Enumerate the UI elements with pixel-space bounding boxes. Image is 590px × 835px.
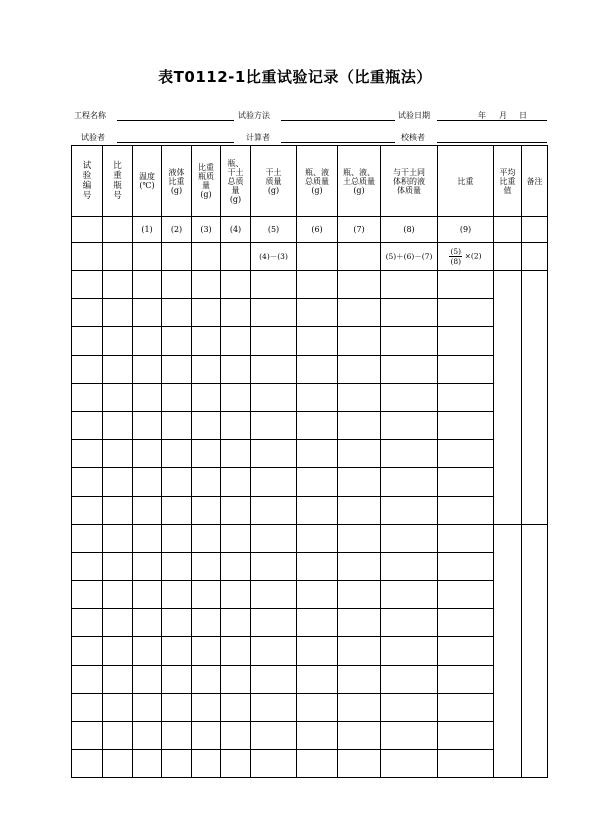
- table-cell[interactable]: [438, 355, 494, 383]
- project-name-label: 工程名称: [74, 111, 106, 120]
- table-cell[interactable]: [438, 411, 494, 439]
- formula-equal-volume-liquid-mass: (5)＋(6)－(7): [381, 243, 438, 271]
- table-cell[interactable]: [162, 581, 192, 609]
- table-cell[interactable]: [103, 524, 133, 552]
- table-cell[interactable]: [103, 750, 133, 778]
- table-cell[interactable]: [494, 271, 522, 525]
- table-cell[interactable]: [221, 411, 251, 439]
- table-cell[interactable]: [338, 722, 381, 750]
- table-cell[interactable]: [494, 524, 522, 778]
- table-cell[interactable]: [162, 299, 192, 327]
- table-cell[interactable]: [72, 581, 103, 609]
- col-header-bottle-liquid-mass: 瓶、液 总质量 (g): [297, 146, 338, 217]
- table-cell[interactable]: [297, 271, 338, 299]
- table-cell[interactable]: [251, 665, 297, 693]
- table-cell[interactable]: [162, 524, 192, 552]
- table-row: [72, 271, 548, 299]
- test-method-label: 试验方法: [238, 111, 270, 120]
- table-cell[interactable]: [72, 552, 103, 580]
- table-cell[interactable]: [381, 383, 438, 411]
- table-cell[interactable]: [133, 299, 162, 327]
- checker-label: 校核者: [401, 133, 425, 142]
- table-cell[interactable]: [251, 468, 297, 496]
- table-cell[interactable]: [338, 665, 381, 693]
- table-cell[interactable]: [251, 440, 297, 468]
- table-cell[interactable]: [72, 665, 103, 693]
- table-cell[interactable]: [162, 411, 192, 439]
- table-cell[interactable]: [133, 411, 162, 439]
- table-cell[interactable]: [192, 383, 221, 411]
- tester-field[interactable]: [117, 142, 234, 143]
- table-cell[interactable]: [297, 693, 338, 721]
- table-cell[interactable]: [72, 355, 103, 383]
- table-cell[interactable]: [297, 581, 338, 609]
- table-cell[interactable]: [381, 665, 438, 693]
- table-cell[interactable]: [162, 271, 192, 299]
- table-cell[interactable]: [162, 496, 192, 524]
- table-cell[interactable]: [438, 581, 494, 609]
- table-cell[interactable]: [221, 496, 251, 524]
- table-cell[interactable]: [72, 524, 103, 552]
- table-cell[interactable]: [381, 524, 438, 552]
- table-cell[interactable]: [221, 440, 251, 468]
- table-cell[interactable]: [438, 271, 494, 299]
- checker-field[interactable]: [437, 142, 547, 143]
- table-cell[interactable]: [72, 496, 103, 524]
- column-number: (4): [221, 217, 251, 243]
- table-row: [72, 609, 548, 637]
- table-cell[interactable]: [251, 637, 297, 665]
- table-cell[interactable]: [103, 637, 133, 665]
- column-number: [522, 217, 548, 243]
- table-cell[interactable]: [72, 327, 103, 355]
- table-cell[interactable]: [297, 468, 338, 496]
- formula-dry-soil-mass: (4)－(3): [251, 243, 297, 271]
- table-cell[interactable]: [297, 609, 338, 637]
- table-cell[interactable]: [162, 722, 192, 750]
- table-row: [72, 327, 548, 355]
- table-cell[interactable]: [192, 693, 221, 721]
- table-cell[interactable]: [381, 468, 438, 496]
- column-number: [103, 217, 133, 243]
- col-header-bottle-soil-mass: 瓶、 干土 总质 量 (g): [221, 146, 251, 217]
- table-cell[interactable]: [251, 722, 297, 750]
- table-cell[interactable]: [251, 271, 297, 299]
- table-cell[interactable]: [297, 552, 338, 580]
- table-cell[interactable]: [133, 552, 162, 580]
- table-cell[interactable]: [438, 693, 494, 721]
- table-row: [72, 496, 548, 524]
- table-cell[interactable]: [192, 552, 221, 580]
- table-cell[interactable]: [72, 411, 103, 439]
- table-cell[interactable]: [381, 750, 438, 778]
- table-cell[interactable]: [438, 637, 494, 665]
- table-cell[interactable]: [438, 609, 494, 637]
- column-number: (8): [381, 217, 438, 243]
- column-number: (1): [133, 217, 162, 243]
- table-cell[interactable]: [133, 468, 162, 496]
- table-row: [72, 524, 548, 552]
- table-cell[interactable]: [381, 411, 438, 439]
- table-cell[interactable]: [103, 271, 133, 299]
- column-number: (7): [338, 217, 381, 243]
- table-cell[interactable]: [438, 468, 494, 496]
- table-cell[interactable]: [251, 383, 297, 411]
- table-cell[interactable]: [133, 524, 162, 552]
- table-cell[interactable]: [221, 665, 251, 693]
- table-cell[interactable]: [338, 468, 381, 496]
- table-cell[interactable]: [192, 496, 221, 524]
- table-cell[interactable]: [133, 496, 162, 524]
- year-label: 年: [478, 111, 486, 120]
- table-cell[interactable]: [297, 411, 338, 439]
- table-cell[interactable]: [103, 383, 133, 411]
- col-header-bottle-mass: 比重 瓶质 量 (g): [192, 146, 221, 217]
- table-cell[interactable]: [103, 327, 133, 355]
- table-cell[interactable]: [192, 609, 221, 637]
- table-cell[interactable]: [438, 383, 494, 411]
- table-row: [72, 383, 548, 411]
- table-cell[interactable]: [297, 722, 338, 750]
- table-cell[interactable]: [221, 637, 251, 665]
- table-row: [72, 411, 548, 439]
- table-cell[interactable]: [72, 271, 103, 299]
- table-cell[interactable]: [297, 327, 338, 355]
- table-cell[interactable]: [133, 750, 162, 778]
- table-cell[interactable]: [438, 524, 494, 552]
- table-cell[interactable]: [192, 440, 221, 468]
- table-cell[interactable]: [381, 327, 438, 355]
- table-cell[interactable]: [133, 693, 162, 721]
- table-row: [72, 693, 548, 721]
- table-cell[interactable]: [221, 468, 251, 496]
- col-header-remarks: 备注: [522, 146, 548, 217]
- col-header-specific-gravity: 比重: [438, 146, 494, 217]
- table-cell[interactable]: [381, 552, 438, 580]
- table-cell[interactable]: [192, 524, 221, 552]
- table-cell[interactable]: [338, 750, 381, 778]
- table-cell[interactable]: [381, 693, 438, 721]
- table-row: [72, 581, 548, 609]
- table-cell[interactable]: [438, 750, 494, 778]
- table-cell[interactable]: [297, 637, 338, 665]
- table-cell[interactable]: [338, 355, 381, 383]
- table-cell[interactable]: [438, 327, 494, 355]
- table-cell[interactable]: [103, 609, 133, 637]
- table-cell[interactable]: [338, 271, 381, 299]
- tester-label: 试验者: [81, 133, 105, 142]
- table-cell[interactable]: [381, 440, 438, 468]
- table-cell[interactable]: [221, 524, 251, 552]
- column-number: (6): [297, 217, 338, 243]
- table-cell[interactable]: [297, 383, 338, 411]
- column-number: (9): [438, 217, 494, 243]
- table-cell[interactable]: [221, 327, 251, 355]
- table-cell[interactable]: [251, 496, 297, 524]
- table-cell[interactable]: [338, 552, 381, 580]
- table-cell[interactable]: [251, 299, 297, 327]
- table-cell[interactable]: [103, 440, 133, 468]
- table-cell[interactable]: [251, 552, 297, 580]
- table-cell[interactable]: [103, 355, 133, 383]
- table-cell[interactable]: [133, 383, 162, 411]
- table-cell[interactable]: [338, 693, 381, 721]
- table-cell[interactable]: [72, 722, 103, 750]
- table-cell[interactable]: [381, 355, 438, 383]
- table-row: [72, 440, 548, 468]
- table-cell[interactable]: [381, 271, 438, 299]
- table-cell[interactable]: [338, 411, 381, 439]
- table-cell[interactable]: [192, 327, 221, 355]
- table-cell[interactable]: [162, 383, 192, 411]
- table-row: [72, 355, 548, 383]
- column-number: (5): [251, 217, 297, 243]
- table-row: [72, 722, 548, 750]
- table-cell[interactable]: [251, 355, 297, 383]
- test-method-field[interactable]: [281, 120, 395, 121]
- table-cell[interactable]: [251, 750, 297, 778]
- col-header-avg-specific-gravity: 平均 比重 值: [494, 146, 522, 217]
- table-cell[interactable]: [522, 271, 548, 525]
- table-row: [72, 665, 548, 693]
- table-cell[interactable]: [192, 355, 221, 383]
- table-cell[interactable]: [103, 693, 133, 721]
- table-cell[interactable]: [72, 750, 103, 778]
- table-cell[interactable]: [221, 581, 251, 609]
- table-cell[interactable]: [251, 327, 297, 355]
- table-cell[interactable]: [192, 665, 221, 693]
- table-cell[interactable]: [162, 552, 192, 580]
- table-cell[interactable]: [251, 411, 297, 439]
- table-cell[interactable]: [338, 299, 381, 327]
- test-date-field[interactable]: [437, 120, 547, 121]
- table-cell[interactable]: [103, 411, 133, 439]
- table-cell[interactable]: [162, 440, 192, 468]
- table-cell[interactable]: [221, 552, 251, 580]
- table-cell[interactable]: [438, 722, 494, 750]
- table-cell[interactable]: [438, 552, 494, 580]
- table-cell[interactable]: [221, 355, 251, 383]
- col-header-bottle-liquid-soil-mass: 瓶、液、 土总质量 (g): [338, 146, 381, 217]
- table-cell[interactable]: [438, 299, 494, 327]
- table-cell[interactable]: [381, 609, 438, 637]
- table-cell[interactable]: [297, 299, 338, 327]
- col-header-dry-soil-mass: 干土 质量 (g): [251, 146, 297, 217]
- table-cell[interactable]: [221, 693, 251, 721]
- table-row: [72, 552, 548, 580]
- table-cell[interactable]: [381, 637, 438, 665]
- column-number: [494, 217, 522, 243]
- table-cell[interactable]: [133, 355, 162, 383]
- table-cell[interactable]: [297, 665, 338, 693]
- table-cell[interactable]: [338, 637, 381, 665]
- col-header-bottle-no: 比 重 瓶 号: [103, 146, 133, 217]
- table-cell[interactable]: [381, 722, 438, 750]
- table-cell[interactable]: [381, 581, 438, 609]
- table-cell[interactable]: [251, 524, 297, 552]
- col-header-temperature: 温度 (℃): [133, 146, 162, 217]
- table-cell[interactable]: [221, 271, 251, 299]
- table-cell[interactable]: [192, 581, 221, 609]
- table-cell[interactable]: [381, 496, 438, 524]
- calculator-label: 计算者: [246, 133, 270, 142]
- table-cell[interactable]: [221, 722, 251, 750]
- table-cell[interactable]: [133, 327, 162, 355]
- column-number: (2): [162, 217, 192, 243]
- col-header-liquid-sg: 液体 比重 (g): [162, 146, 192, 217]
- table-cell[interactable]: [251, 693, 297, 721]
- table-cell[interactable]: [221, 299, 251, 327]
- table-cell[interactable]: [297, 524, 338, 552]
- project-name-field[interactable]: [117, 120, 234, 121]
- table-cell[interactable]: [297, 440, 338, 468]
- table-cell[interactable]: [133, 665, 162, 693]
- table-cell[interactable]: [133, 440, 162, 468]
- table-cell[interactable]: [72, 468, 103, 496]
- column-number-row: [72, 217, 548, 243]
- table-cell[interactable]: [162, 609, 192, 637]
- table-cell[interactable]: [251, 581, 297, 609]
- table-cell[interactable]: [251, 609, 297, 637]
- table-cell[interactable]: [221, 609, 251, 637]
- table-cell[interactable]: [221, 383, 251, 411]
- table-cell[interactable]: [72, 383, 103, 411]
- table-cell[interactable]: [103, 665, 133, 693]
- column-number: [72, 217, 103, 243]
- table-cell[interactable]: [72, 609, 103, 637]
- table-cell[interactable]: [162, 637, 192, 665]
- table-cell[interactable]: [103, 552, 133, 580]
- table-cell[interactable]: [162, 468, 192, 496]
- col-header-test-no: 试 验 编 号: [72, 146, 103, 217]
- table-cell[interactable]: [522, 524, 548, 778]
- table-cell[interactable]: [338, 581, 381, 609]
- table-cell[interactable]: [162, 327, 192, 355]
- column-number: (3): [192, 217, 221, 243]
- table-cell[interactable]: [381, 299, 438, 327]
- table-cell[interactable]: [103, 581, 133, 609]
- table-cell[interactable]: [221, 750, 251, 778]
- table-cell[interactable]: [162, 665, 192, 693]
- table-row: [72, 637, 548, 665]
- test-date-label: 试验日期: [398, 111, 430, 120]
- table-row: [72, 299, 548, 327]
- table-cell[interactable]: [72, 299, 103, 327]
- table-cell[interactable]: [438, 665, 494, 693]
- record-table: [71, 145, 548, 778]
- month-label: 月: [499, 111, 507, 120]
- table-cell[interactable]: [297, 355, 338, 383]
- table-cell[interactable]: [162, 750, 192, 778]
- table-cell[interactable]: [438, 496, 494, 524]
- table-cell[interactable]: [192, 468, 221, 496]
- formula-specific-gravity: $\frac{(5)}{(8)}$ ×(2): [438, 243, 494, 271]
- table-cell[interactable]: [103, 496, 133, 524]
- calculator-field[interactable]: [281, 142, 395, 143]
- table-cell[interactable]: [162, 693, 192, 721]
- table-cell[interactable]: [192, 299, 221, 327]
- table-cell[interactable]: [72, 693, 103, 721]
- page-title: 表T0112-1比重试验记录（比重瓶法）: [158, 68, 432, 86]
- table-cell[interactable]: [338, 383, 381, 411]
- table-cell[interactable]: [103, 299, 133, 327]
- table-cell[interactable]: [133, 271, 162, 299]
- table-row: [72, 750, 548, 778]
- table-cell[interactable]: [338, 609, 381, 637]
- table-cell[interactable]: [192, 750, 221, 778]
- col-header-equal-volume-liquid-mass: 与干土同 体积的液 体质量: [381, 146, 438, 217]
- table-row: [72, 468, 548, 496]
- table-cell[interactable]: [338, 496, 381, 524]
- table-cell[interactable]: [297, 750, 338, 778]
- table-cell[interactable]: [162, 355, 192, 383]
- table-cell[interactable]: [133, 722, 162, 750]
- formula-row: [72, 243, 548, 271]
- table-cell[interactable]: [192, 271, 221, 299]
- table-cell[interactable]: [338, 440, 381, 468]
- table-cell[interactable]: [133, 609, 162, 637]
- table-cell[interactable]: [192, 411, 221, 439]
- table-cell[interactable]: [133, 637, 162, 665]
- table-cell[interactable]: [438, 440, 494, 468]
- day-label: 日: [519, 111, 527, 120]
- table-cell[interactable]: [338, 327, 381, 355]
- table-cell[interactable]: [72, 440, 103, 468]
- table-cell[interactable]: [72, 637, 103, 665]
- table-cell[interactable]: [338, 524, 381, 552]
- table-cell[interactable]: [297, 496, 338, 524]
- table-cell[interactable]: [103, 468, 133, 496]
- table-cell[interactable]: [133, 581, 162, 609]
- table-cell[interactable]: [103, 722, 133, 750]
- column-header-row: [72, 146, 548, 217]
- table-cell[interactable]: [192, 637, 221, 665]
- table-cell[interactable]: [192, 722, 221, 750]
